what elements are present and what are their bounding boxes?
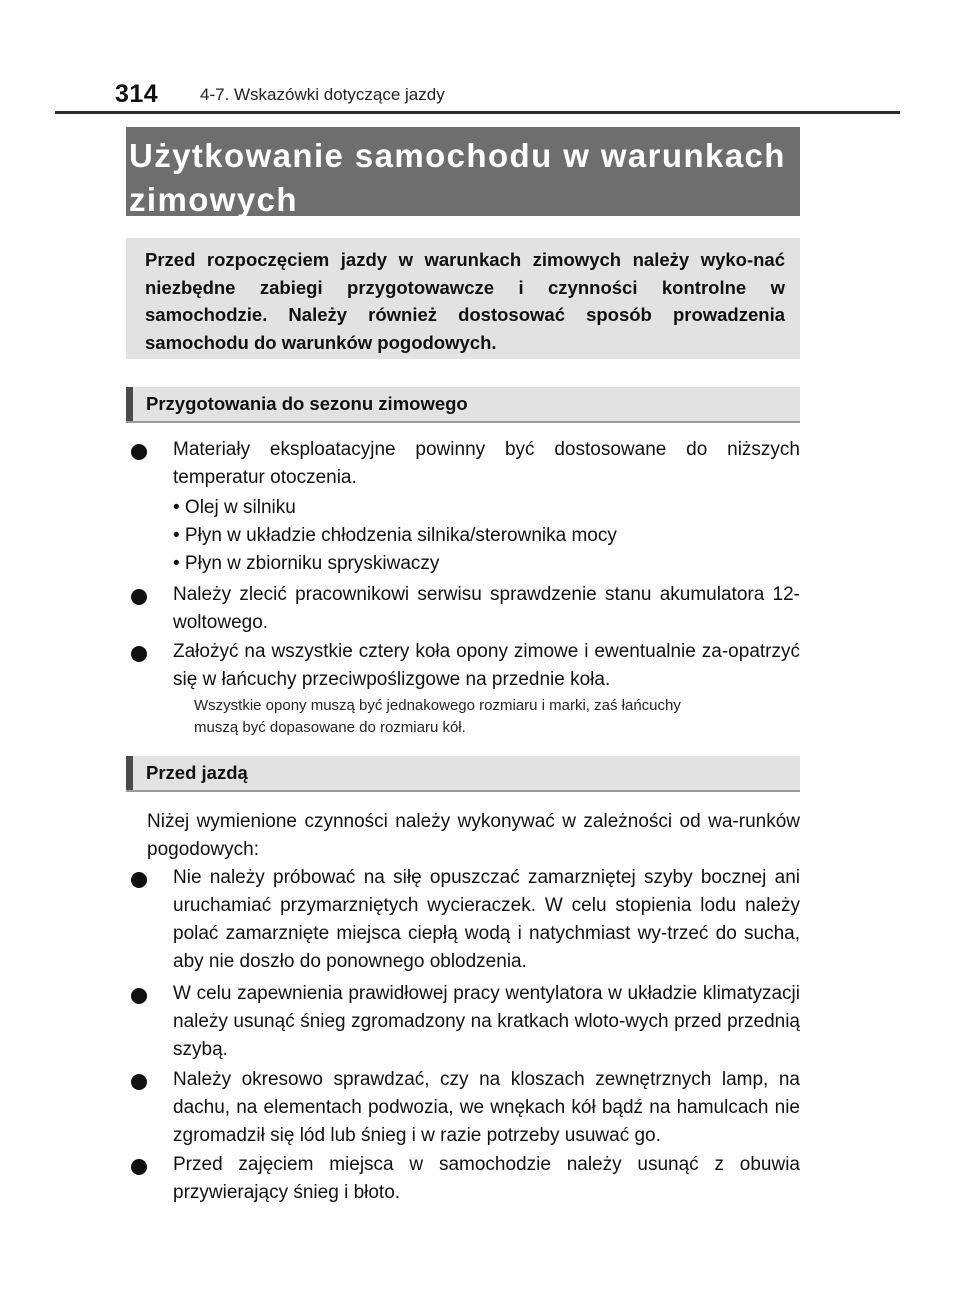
subheading-bar: [126, 756, 133, 790]
list-item: Założyć na wszystkie cztery koła opony zimowe i ewentualnie za-opatrzyć się w łańcuchy przeciwpoślizgowe na przednie koła.: [173, 641, 800, 690]
bullet-icon: [131, 583, 159, 605]
subheading-winter-preparation: [126, 387, 800, 423]
intro-text: Przed rozpoczęciem jazdy w warunkach zimowych należy wyko-nać niezbędne zabiegi przygotowawcze i czynności kontrolne w samochodzie. Należy również dostosować sposób prowadzenia samochodu do warunków pogodowych.: [145, 249, 785, 353]
bullet-icon: [131, 1153, 159, 1175]
page-number: 314: [115, 80, 159, 108]
bullet-icon: [131, 1068, 159, 1090]
subheading-before-driving: [126, 756, 800, 792]
list-item: Przed zajęciem miejsca w samochodzie należy usunąć z obuwia przywierający śnieg i błoto.: [173, 1154, 800, 1203]
list-item: Nie należy próbować na siłę opuszczać zamarzniętej szyby bocznej ani uruchamiać przymarzniętych wycieraczek. W celu stopienia lodu należy polać zamarznięte miejsca ciepłą wodą i natychmiast wy-trzeć do sucha, aby nie doszło do ponownego oblodzenia.: [173, 867, 800, 972]
list-item: Materiały eksploatacyjne powinny być dostosowane do niższych temperatur otoczenia.: [173, 439, 800, 488]
fluids-sublist: [173, 494, 800, 578]
header-rule: [55, 111, 900, 114]
sublist-item: • Płyn w zbiorniku spryskiwaczy: [173, 553, 440, 574]
page-title-box: [126, 127, 800, 216]
subheading-label: Przygotowania do sezonu zimowego: [146, 393, 468, 414]
note-line: Wszystkie opony muszą być jednakowego rozmiaru i marki, zaś łańcuchy: [194, 697, 681, 714]
bullet-icon: [131, 640, 159, 662]
sublist-item: • Płyn w układzie chłodzenia silnika/sterownika mocy: [173, 525, 617, 546]
section-path: 4-7. Wskazówki dotyczące jazdy: [200, 85, 445, 104]
bullet-icon: [131, 982, 159, 1004]
bullet-icon: [131, 866, 159, 888]
page-header: [0, 0, 960, 112]
bullet-icon: [131, 438, 159, 460]
note-line: muszą być dopasowane do rozmiaru kół.: [194, 719, 466, 736]
intro-box: [126, 238, 800, 359]
sublist-item: • Olej w silniku: [173, 497, 296, 518]
subheading-bar: [126, 387, 133, 421]
subheading-label: Przed jazdą: [146, 762, 248, 783]
list-item: W celu zapewnienia prawidłowej pracy wentylatora w układzie klimatyzacji należy usunąć śnieg zgromadzony na kratkach wloto-wych przed przednią szybą.: [173, 983, 800, 1060]
note-text: [194, 695, 800, 739]
list-item: Należy zlecić pracownikowi serwisu sprawdzenie stanu akumulatora 12-woltowego.: [173, 584, 800, 633]
page-title: Użytkowanie samochodu w warunkach zimowych: [129, 137, 786, 218]
lead-paragraph: Niżej wymienione czynności należy wykonywać w zależności od wa-runków pogodowych:: [147, 811, 800, 860]
list-item: Należy okresowo sprawdzać, czy na kloszach zewnętrznych lamp, na dachu, na elementach podwozia, we wnękach kół bądź na hamulcach nie zgromadził się lód lub śnieg i w razie potrzeby usuwać go.: [173, 1069, 800, 1146]
